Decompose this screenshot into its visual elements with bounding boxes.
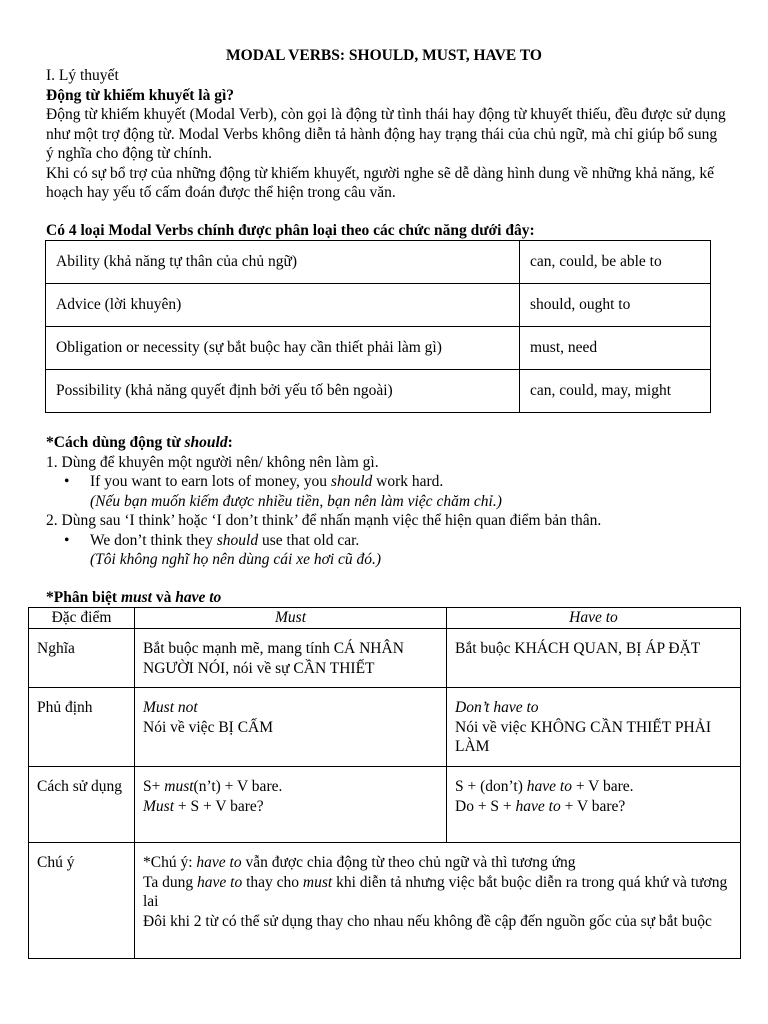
column-header-feature: Đặc điểm (29, 608, 135, 629)
note-text: thay cho (242, 873, 303, 891)
example-text: If you want to earn lots of money, you (90, 473, 331, 490)
formula-text: (n’t) + V bare. (193, 778, 283, 795)
must-not-desc: Nói về việc BỊ CẤM (143, 718, 274, 736)
formula-keyword: have to (515, 797, 561, 815)
formula-keyword: Must (143, 797, 174, 815)
row-label: Chú ý (29, 843, 135, 959)
formula-text: + V bare? (560, 797, 626, 815)
row-label: Phủ định (29, 688, 135, 767)
have-to-cell (447, 688, 741, 767)
column-header-have-to: Have to (447, 608, 741, 629)
table-row-meaning (29, 629, 741, 688)
verbs-cell: can, could, be able to (520, 241, 711, 284)
formula-keyword: must (164, 778, 194, 795)
question-heading: Động từ khiếm khuyết là gì? (46, 86, 235, 104)
heading-text: *Cách dùng động từ (46, 434, 185, 451)
example-1 (46, 472, 736, 492)
note-text: *Chú ý: (143, 854, 197, 871)
function-cell: Possibility (khả năng quyết định bởi yếu tố bên ngoài) (46, 370, 520, 413)
bullet-icon: • (64, 531, 70, 549)
heading-keyword-must: must (120, 589, 152, 606)
table-row-note (29, 843, 741, 959)
must-cell (135, 767, 447, 843)
function-cell: Advice (lời khuyên) (46, 284, 520, 327)
should-section (46, 433, 736, 570)
should-heading (46, 433, 736, 453)
example-keyword: should (216, 531, 259, 549)
note-text: Ta dung (143, 873, 198, 891)
heading-keyword-have-to: have to (175, 589, 222, 606)
must-not-title: Must not (143, 699, 198, 716)
note-line-1 (143, 853, 732, 873)
table-row-usage (29, 767, 741, 843)
usage-rule-2: 2. Dùng sau ‘I think’ hoặc ‘I don’t think’ để nhấn mạnh việc thể hiện quan điểm bản thân. (46, 512, 602, 529)
note-text: vẫn được chia động từ theo chủ ngữ và thì tương ứng (241, 854, 576, 871)
heading-text: và (151, 589, 176, 606)
types-heading: Có 4 loại Modal Verbs chính được phân loại theo các chức năng dưới đây: (46, 222, 535, 239)
must-cell (135, 688, 447, 767)
must-structure-2 (143, 797, 438, 817)
must-cell: Bắt buộc mạnh mẽ, mang tính CÁ NHÂN NGƯỜI NÓI, nói về sự CẦN THIẾT (135, 629, 447, 688)
have-to-structure-1 (455, 777, 732, 797)
verbs-cell: should, ought to (520, 284, 711, 327)
table-row (46, 327, 711, 370)
bullet-icon: • (64, 473, 70, 490)
verbs-cell: must, need (520, 327, 711, 370)
example-keyword: should (330, 473, 373, 490)
verbs-cell: can, could, may, might (520, 370, 711, 413)
dont-have-to-desc: Nói về việc KHÔNG CẦN THIẾT PHẢI LÀM (455, 718, 712, 755)
document-title: MODAL VERBS: SHOULD, MUST, HAVE TO (226, 47, 542, 64)
formula-text: S + (don’t) (455, 778, 527, 795)
example-2 (46, 531, 736, 551)
section-heading: I. Lý thuyết (46, 67, 119, 84)
formula-text: Do + S + (455, 797, 516, 815)
dont-have-to-title: Don’t have to (455, 699, 539, 716)
example-text: We don’t think they (90, 531, 217, 549)
note-line-2 (143, 873, 732, 912)
note-cell (135, 843, 741, 959)
function-cell: Ability (khả năng tự thân của chủ ngữ) (46, 241, 520, 284)
translation-2: (Tôi không nghĩ họ nên dùng cái xe hơi cũ đó.) (90, 551, 382, 568)
row-label: Nghĩa (29, 629, 135, 688)
note-keyword: must (302, 873, 333, 891)
note-line-3: Đôi khi 2 từ có thể sử dụng thay cho nhau nếu không đề cập đến nguồn gốc của sự bắt buộc (143, 912, 712, 930)
must-structure-1 (143, 777, 438, 797)
have-to-cell (447, 767, 741, 843)
compare-heading (46, 588, 736, 608)
example-text: use that old car. (258, 531, 360, 549)
function-cell: Obligation or necessity (sự bắt buộc hay cần thiết phải làm gì) (46, 327, 520, 370)
heading-colon: : (227, 434, 233, 451)
must-vs-have-to-table (28, 607, 741, 959)
paragraph-usage: Khi có sự bổ trợ của những động từ khiếm khuyết, người nghe sẽ dễ dàng hình dung về những khả năng, kế hoạch hay yếu tố cấm đoán được thể hiện trong câu văn. (46, 164, 714, 201)
formula-text: S+ (143, 778, 165, 795)
formula-keyword: have to (526, 778, 572, 795)
heading-text: *Phân biệt (46, 589, 121, 606)
intro-section (46, 66, 726, 203)
heading-keyword: should (184, 434, 228, 451)
example-text: work hard. (372, 473, 444, 490)
note-keyword: have to (197, 873, 243, 891)
table-row-negative (29, 688, 741, 767)
note-keyword: have to (196, 854, 242, 871)
table-row (46, 370, 711, 413)
note-text: khi diễn tả nhưng việc bắt buộc diễn ra trong quá khứ và tương lai (143, 873, 728, 910)
row-label: Cách sử dụng (29, 767, 135, 843)
column-header-must: Must (135, 608, 447, 629)
formula-text: + V bare. (571, 778, 634, 795)
usage-rule-1: 1. Dùng để khuyên một người nên/ không nên làm gì. (46, 453, 379, 471)
table-row (46, 241, 711, 284)
translation-1: (Nếu bạn muốn kiếm được nhiều tiền, bạn nên làm việc chăm chỉ.) (90, 492, 502, 510)
have-to-cell: Bắt buộc KHÁCH QUAN, BỊ ÁP ĐẶT (447, 629, 741, 688)
modal-types-table (45, 240, 711, 413)
formula-text: + S + V bare? (174, 797, 264, 815)
have-to-structure-2 (455, 797, 732, 817)
paragraph-definition: Động từ khiếm khuyết (Modal Verb), còn gọi là động từ tình thái hay động từ khuyết thiếu, đều được sử dụng như một trợ động từ. Modal Verbs không diễn tả hành động hay trạng thái của chủ ngữ, mà chỉ giúp bổ sung ý nghĩa cho động từ chính. (46, 106, 726, 162)
header-row (29, 608, 741, 629)
table-row (46, 284, 711, 327)
